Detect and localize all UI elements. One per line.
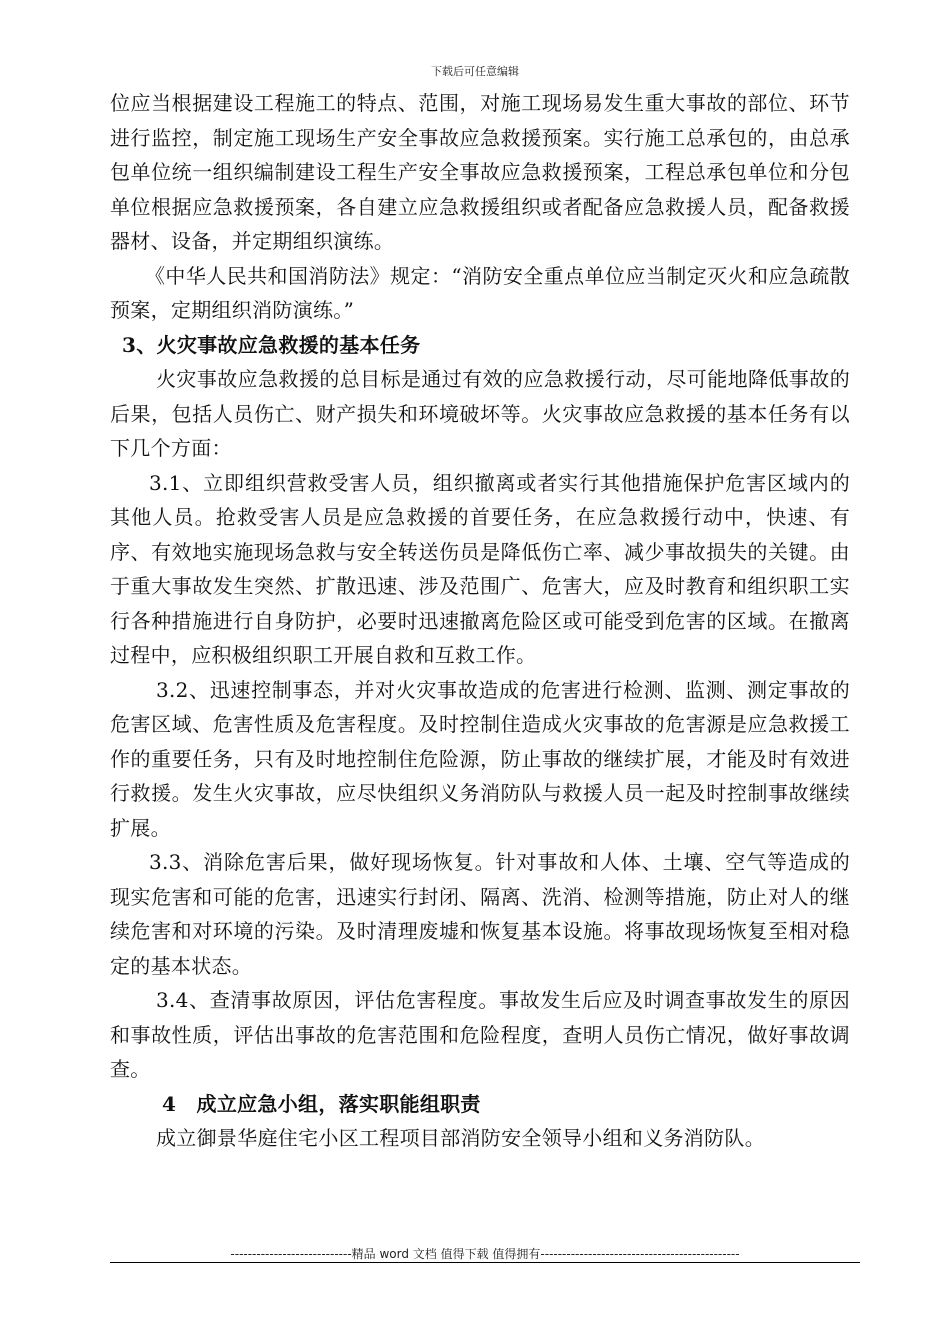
page-header: 下载后可任意编辑	[431, 65, 519, 78]
paragraph-3-2: 3.2、迅速控制事态，并对火灾事故造成的危害进行检测、监测、测定事故的危害区域、危害性质及危害程度。及时控制住造成火灾事故的危害源是应急救援工作的重要任务，只有及时地控制住危险源，防止事故的继续扩展，才能及时有效进行救援。发生火灾事故，应尽快组织义务消防队与救援人员一起及时控制事故继续扩展。	[110, 677, 850, 840]
paragraph-continued: 位应当根据建设工程施工的特点、范围，对施工现场易发生重大事故的部位、环节进行监控，制定施工现场生产安全事故应急救援预案。实行施工总承包的，由总承包单位统一组织编制建设工程生产安全事故应急救援预案，工程总承包单位和分包单位根据应急救援预案，各自建立应急救援组织或者配备应急救援人员，配备救援器材、设备，并定期组织演练。	[110, 91, 850, 253]
paragraph-fire-law: 《中华人民共和国消防法》规定：“消防安全重点单位应当制定灭火和应急疏散预案，定期组织消防演练。”	[110, 263, 850, 322]
document-body	[110, 86, 850, 1156]
paragraph-team: 成立御景华庭住宅小区工程项目部消防安全领导小组和义务消防队。	[156, 1126, 765, 1150]
section-heading-3: 3、火灾事故应急救援的基本任务	[122, 332, 421, 357]
footer-rule	[110, 1262, 860, 1263]
section-heading-4: 4 成立应急小组，落实职能组职责	[162, 1091, 481, 1116]
paragraph-overall-goal: 火灾事故应急救援的总目标是通过有效的应急救援行动，尽可能地降低事故的后果，包括人员伤亡、财产损失和环境破坏等。火灾事故应急救援的基本任务有以下几个方面：	[110, 367, 850, 460]
paragraph-3-4: 3.4、查清事故原因，评估危害程度。事故发生后应及时调查事故发生的原因和事故性质，评估出事故的危害范围和危险程度，查明人员伤亡情况，做好事故调查。	[110, 988, 850, 1081]
paragraph-3-3: 3.3、消除危害后果，做好现场恢复。针对事故和人体、土壤、空气等造成的现实危害和可能的危害，迅速实行封闭、隔离、洗消、检测等措施，防止对人的继续危害和对环境的污染。及时清理废墟和恢复基本设施。将事故现场恢复至相对稳定的基本状态。	[110, 850, 850, 978]
page-footer: ----------------------------精品 word 文档 值得下载 值得拥有----------------------------------------------	[230, 1247, 740, 1261]
paragraph-3-1: 3.1、立即组织营救受害人员，组织撤离或者实行其他措施保护危害区域内的其他人员。抢救受害人员是应急救援的首要任务，在应急救援行动中，快速、有序、有效地实施现场急救与安全转送伤员是降低伤亡率、减少事故损失的关键。由于重大事故发生突然、扩散迅速、涉及范围广、危害大，应及时教育和组织职工实行各种措施进行自身防护，必要时迅速撤离危险区或可能受到危害的区域。在撤离过程中，应积极组织职工开展自救和互救工作。	[110, 470, 850, 667]
